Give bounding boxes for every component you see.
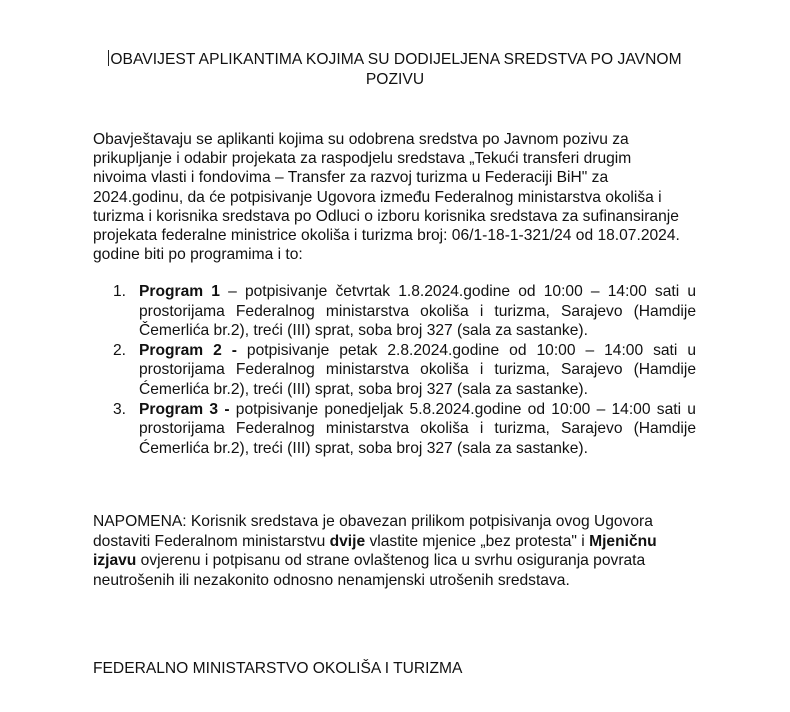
- title-text: OBAVIJEST APLIKANTIMA KOJIMA SU DODIJELJENA SREDSTVA PO JAVNOM POZIVU: [110, 51, 682, 88]
- program-number: 3.: [113, 400, 127, 418]
- intro-paragraph: [93, 130, 696, 264]
- program-label: Program 2 -: [139, 341, 237, 359]
- program-item: [111, 341, 696, 400]
- note-bold-two: dvije: [329, 532, 366, 550]
- signature-ministry: FEDERALNO MINISTARSTVO OKOLIŠA I TURIZMA: [93, 660, 463, 677]
- note-text: NAPOMENA: Korisnik sredstava je obavezan prilikom potpisivanja ovog Ugovora dostaviti Federalnom ministarstvu: [93, 513, 653, 550]
- program-label: Program 3 -: [139, 400, 230, 418]
- program-item: [111, 282, 696, 341]
- program-number: 2.: [113, 341, 127, 359]
- program-list: [111, 282, 696, 458]
- program-text: potpisivanje ponedjeljak 5.8.2024.godine od 10:00 – 14:00 sati u prostorijama Federalnog ministarstva okoliša i turizma, Sarajevo (Hamdije Ćemerlića br.2), treći (III) sprat, soba broj 327 (sala za sastanke).: [139, 400, 696, 457]
- intro-line: godine biti po programima i to:: [93, 246, 303, 264]
- program-label: Program 1: [139, 283, 220, 300]
- program-text: potpisivanje petak 2.8.2024.godine od 10:00 – 14:00 sati u prostorijama Federalnog ministarstva okoliša i turizma, Sarajevo (Hamdije Ćemerlića br.2), treći (III) sprat, soba broj 327 (sala za sastanke).: [139, 341, 696, 398]
- intro-line: projekata federalne ministrice okoliša i turizma broj: 06/1-18-1-321/24 od 18.07.2024.: [93, 227, 680, 245]
- program-item: [111, 400, 696, 459]
- program-text: – potpisivanje četvrtak 1.8.2024.godine od 10:00 – 14:00 sati u prostorijama Federalnog ministarstva okoliša i turizma, Sarajevo (Hamdije Čemerlića br.2), treći (III) sprat, soba broj 327 (sala za sastanke).: [139, 283, 696, 340]
- note-text: ovjerenu i potpisanu od strane ovlaštenog lica u svrhu osiguranja povrata neutrošenih ili nezakonito odnosno nenamjenski utrošenih sredstava.: [93, 552, 646, 589]
- intro-line: turizma i korisnika sredstava po Odluci o izboru korisnika sredstava za sufinansiranje: [93, 207, 679, 225]
- note-paragraph: [93, 512, 693, 590]
- intro-line: 2024.godinu, da će potpisivanje Ugovora između Federalnog ministarstva okoliša i: [93, 188, 662, 206]
- note-bold-statement: Mjeničnu izjavu: [93, 532, 657, 570]
- program-number: 1.: [113, 283, 127, 300]
- intro-line: Obavještavaju se aplikanti kojima su odobrena sredstva po Javnom pozivu za: [93, 131, 629, 148]
- intro-line: nivoima vlasti i fondovima – Transfer za razvoj turizma u Federaciji BiH" za: [93, 169, 609, 187]
- note-text: vlastite mjenice „bez protesta" i: [365, 532, 590, 550]
- document-title: [90, 50, 700, 90]
- intro-line: prikupljanje i odabir projekata za raspodjelu sredstava „Tekući transferi drugim: [93, 150, 632, 168]
